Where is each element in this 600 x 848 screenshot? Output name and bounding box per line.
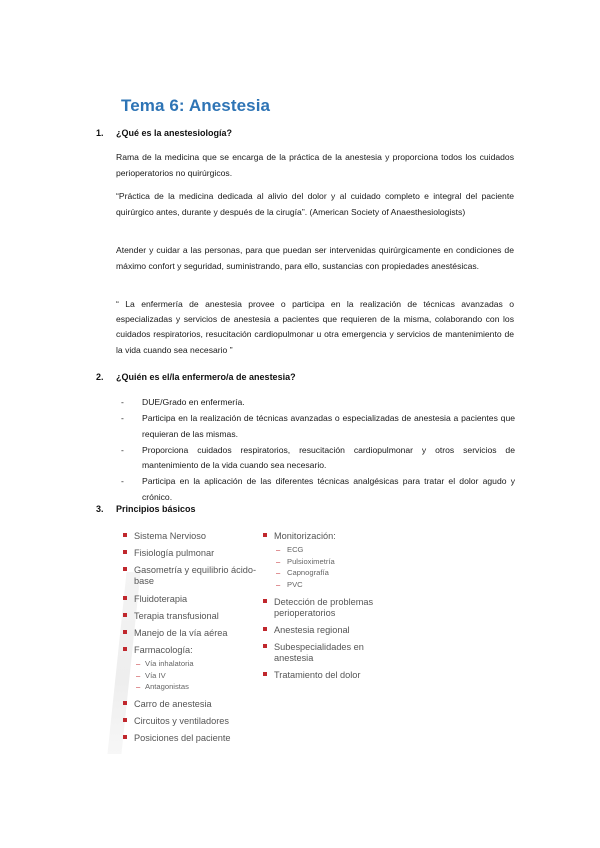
list-item: - Participa en la realización de técnicas avanzadas o especializadas de anestesia a pacientes que requieran de las mismas. bbox=[121, 413, 515, 439]
principle-item: Terapia transfusional bbox=[123, 611, 263, 622]
principle-item: Manejo de la vía aérea bbox=[123, 628, 263, 639]
principle-item: Posiciones del paciente bbox=[123, 733, 263, 744]
bullet-square-icon bbox=[123, 533, 127, 537]
principle-item: Fluidoterapia bbox=[123, 594, 263, 605]
bullet-square-icon bbox=[263, 533, 267, 537]
principle-item: Carro de anestesia bbox=[123, 699, 263, 710]
sub-item: – Vía inhalatoria bbox=[136, 659, 194, 669]
principle-item: Monitorización: – ECG – Pulsioximetría – Capnografía – PVC bbox=[263, 531, 398, 590]
section-1-heading bbox=[96, 128, 232, 138]
principle-item: Detección de problemas perioperatorios bbox=[263, 597, 398, 619]
bullet-square-icon bbox=[123, 647, 127, 651]
principle-item: Subespecialidades en anestesia bbox=[263, 642, 398, 664]
bullet-square-icon bbox=[263, 627, 267, 631]
bullet-square-icon bbox=[123, 550, 127, 554]
definition-paragraph-4: “ La enfermería de anestesia provee o participa en la realización de técnicas avanzadas o especializadas y servicios de anestesia a pacientes que requieren de la misma, colaborando con los cuidados respiratorios, resucitación cardiopulmonar u otra emergencia y servicios de mantenimiento de la vida cuando sea necesario ” bbox=[116, 299, 514, 355]
principle-item: Fisiología pulmonar bbox=[123, 548, 263, 559]
list-item: - Participa en la aplicación de las diferentes técnicas analgésicas para tratar el dolor agudo y crónico. bbox=[121, 476, 515, 502]
definition-paragraph-1: Rama de la medicina que se encarga de la práctica de la anestesia y proporciona todos los cuidados perioperatorios no quirúrgicos. bbox=[116, 152, 514, 178]
sub-item: – PVC bbox=[276, 579, 303, 589]
section-title: Principios básicos bbox=[116, 504, 196, 514]
principle-item: Gasometría y equilibrio ácido-base bbox=[123, 565, 263, 587]
monitoring-sublist bbox=[274, 544, 398, 590]
sub-item: – Capnografía bbox=[276, 568, 329, 578]
principles-slide-image bbox=[117, 522, 403, 754]
section-3-heading bbox=[96, 504, 196, 514]
section-title: ¿Qué es la anestesiología? bbox=[116, 128, 233, 138]
bullet-square-icon bbox=[123, 630, 127, 634]
definition-paragraph-2: “Práctica de la medicina dedicada al alivio del dolor y al cuidado completo e integral del paciente quirúrgico antes, durante y después de la cirugía”. (American Society of Anaesthesiologists) bbox=[116, 191, 514, 217]
section-number: 2. bbox=[96, 372, 104, 382]
section-number: 3. bbox=[96, 504, 104, 514]
bullet-square-icon bbox=[123, 735, 127, 739]
bullet-square-icon bbox=[123, 567, 127, 571]
principle-item: Sistema Nervioso bbox=[123, 531, 263, 542]
section-title: ¿Quién es el/la enfermero/a de anestesia? bbox=[116, 372, 296, 382]
principle-item: Farmacología: – Vía inhalatoria – Vía IV – Antagonistas bbox=[123, 645, 263, 693]
bullet-square-icon bbox=[123, 701, 127, 705]
sub-item: – Pulsioximetría bbox=[276, 556, 335, 566]
principles-left-column bbox=[123, 531, 263, 751]
bullet-square-icon bbox=[263, 644, 267, 648]
sub-item: – ECG bbox=[276, 545, 304, 554]
bullet-square-icon bbox=[123, 596, 127, 600]
bullet-square-icon bbox=[123, 613, 127, 617]
principle-item: Tratamiento del dolor bbox=[263, 670, 398, 681]
section-2-heading bbox=[96, 372, 296, 382]
bullet-square-icon bbox=[123, 718, 127, 722]
principles-right-column bbox=[263, 531, 398, 687]
principle-item: Circuitos y ventiladores bbox=[123, 716, 263, 727]
list-item: - DUE/Grado en enfermería. bbox=[121, 397, 245, 407]
section-number: 1. bbox=[96, 128, 104, 138]
pharmacology-sublist bbox=[134, 658, 263, 693]
principle-item: Anestesia regional bbox=[263, 625, 398, 636]
nurse-role-list bbox=[121, 395, 515, 506]
sub-item: – Vía IV bbox=[136, 670, 166, 680]
list-item: - Proporciona cuidados respiratorios, resucitación cardiopulmonar y otros servicios de mantenimiento de la vida cuando sea necesario. bbox=[121, 444, 515, 471]
definition-paragraph-3: Atender y cuidar a las personas, para que puedan ser intervenidas quirúrgicamente en condiciones de máximo confort y seguridad, suministrando, para ello, sustancias con propiedades anestésicas. bbox=[116, 245, 514, 271]
page-title: Tema 6: Anestesia bbox=[121, 96, 271, 115]
sub-item: – Antagonistas bbox=[136, 682, 189, 692]
bullet-square-icon bbox=[263, 599, 267, 603]
bullet-square-icon bbox=[263, 672, 267, 676]
